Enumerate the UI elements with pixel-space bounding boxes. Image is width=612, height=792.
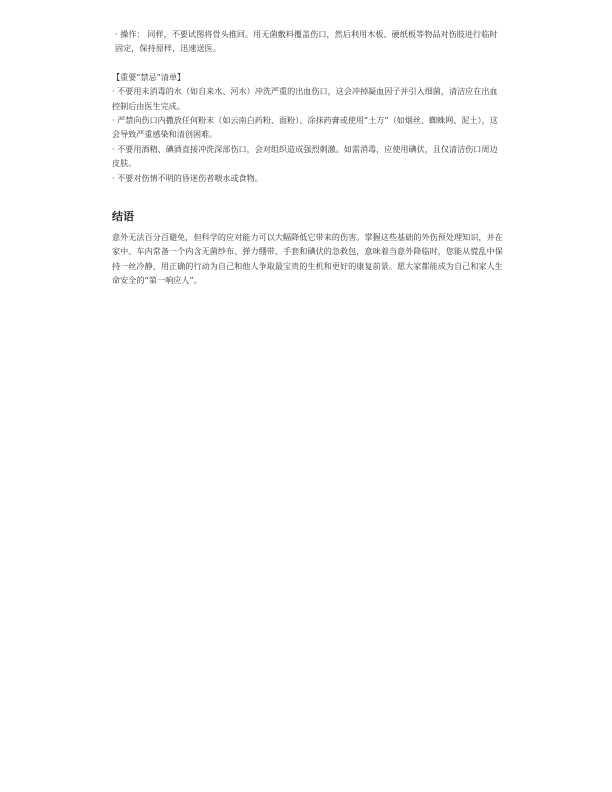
conclusion-paragraph: 意外无法百分百避免，但科学的应对能力可以大幅降低它带来的伤害。掌握这些基础的外伤预处理知识，并在家中、车内常备一个内含无菌纱布、弹力绷带、手套和碘伏的急救包，意味着当意外降临时，您能从慌乱中保持一丝冷静，用正确的行动为自己和他人争取最宝贵的生机和更好的康复前景。愿大家都能成为自己和家人生命安全的“第一响应人”。 — [112, 232, 503, 286]
document-page — [112, 27, 504, 288]
spacer — [112, 56, 504, 70]
operation-paragraph: · 操作： 同样，不要试图将骨头推回。用无菌敷料覆盖伤口，然后利用木板、硬纸板等物品对伤肢进行临时固定，保持原样，迅速送医。 — [115, 29, 498, 54]
taboo-item-2: · 严禁向伤口内撒放任何粉末（如云南白药粉、面粉）、涂抹药膏或使用“土方”（如烟丝、蜘蛛网、泥土），这会导致严重感染和清创困难。 — [112, 115, 498, 140]
conclusion-heading: 结语 — [112, 210, 134, 224]
taboo-list-heading: 【重要“禁忌”清单】 — [112, 71, 186, 82]
taboo-item-3: · 不要用酒精、碘酒直接冲洗深部伤口，会对组织造成强烈刺激。如需消毒，应使用碘伏，且仅清洁伤口周边皮肤。 — [112, 143, 498, 169]
taboo-item-4: · 不要对伤情不明的昏迷伤者喂水或食物。 — [112, 172, 263, 183]
taboo-item-1: · 不要用未消毒的水（如自来水、河水）冲洗严重的出血伤口，这会冲掉凝血因子并引入细菌，清洁应在出血控制后由医生完成。 — [112, 86, 498, 111]
spacer — [112, 185, 504, 209]
